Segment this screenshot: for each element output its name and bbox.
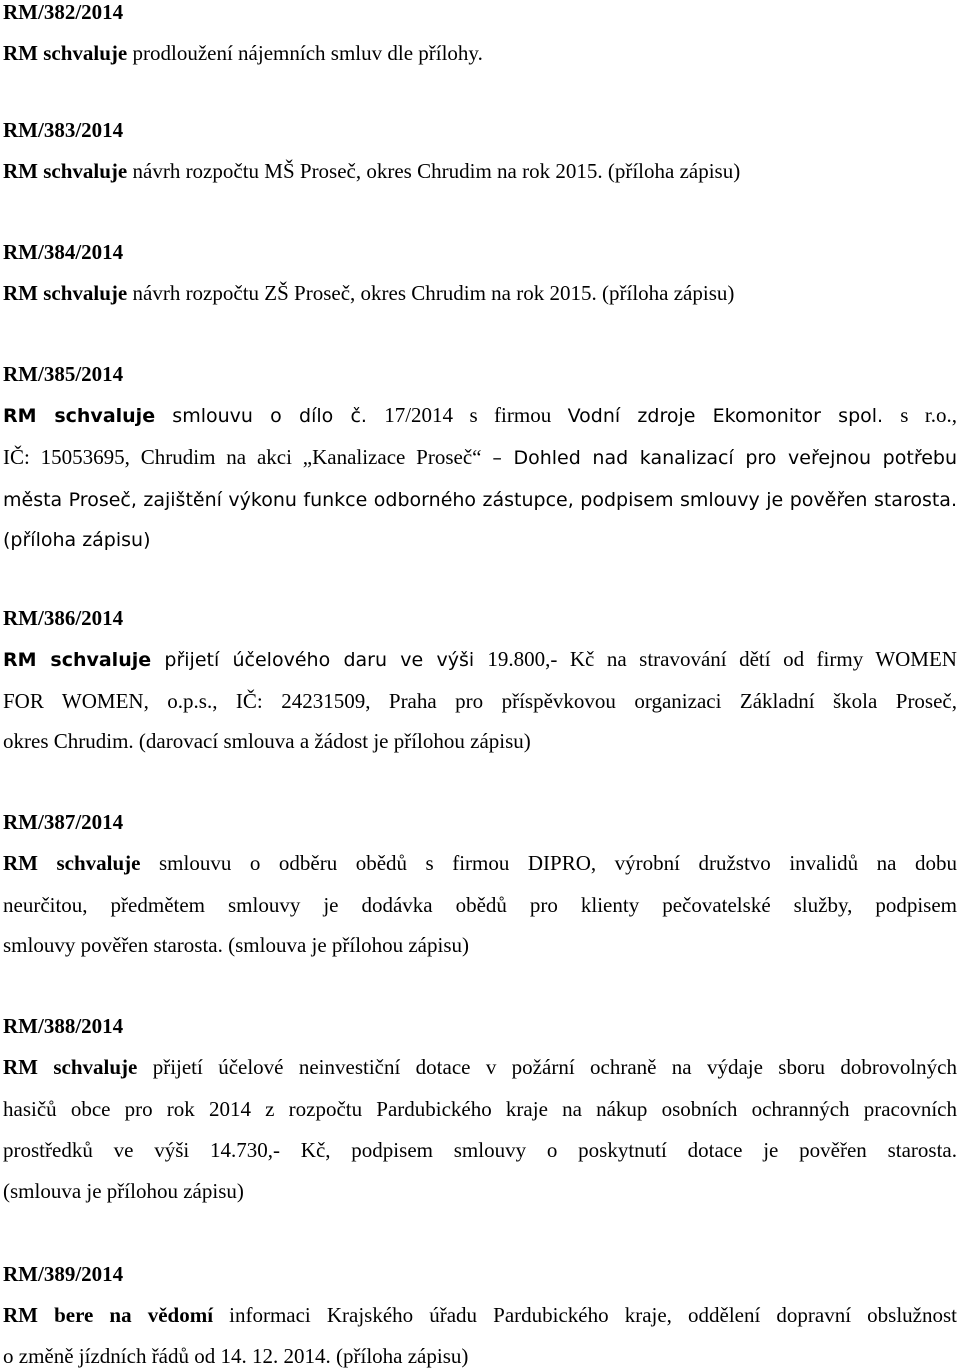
resolution-text-line xyxy=(3,646,957,672)
resolution-id: RM/389/2014 xyxy=(3,1262,124,1286)
resolution-id: RM/383/2014 xyxy=(3,118,124,142)
resolution-text: 17/2014 s firmou xyxy=(384,403,568,427)
resolution-text-line xyxy=(3,1302,957,1328)
resolution-text: neurčitou, předmětem smlouvy je dodávka obědů pro klienty pečovatelské služby, podpisem xyxy=(3,893,957,917)
resolution-text-line xyxy=(3,280,957,306)
resolution-text-line xyxy=(3,402,957,428)
resolution-text-line xyxy=(3,728,957,754)
resolution-text: návrh rozpočtu ZŠ Proseč, okres Chrudim na rok 2015. (příloha zápisu) xyxy=(127,281,735,305)
resolution-text-line xyxy=(3,444,957,470)
resolution-text: (smlouva je přílohou zápisu) xyxy=(3,1179,244,1203)
resolution-verb: RM bere na vědomí xyxy=(3,1303,214,1327)
resolution-verb: RM schvaluje xyxy=(3,281,128,305)
resolution-text-line xyxy=(3,932,957,958)
resolution-verb: RM schvaluje xyxy=(3,405,156,427)
resolution-text: FOR WOMEN, o.p.s., IČ: 24231509, Praha pro příspěvkovou organizaci Základní škola Proseč, xyxy=(3,689,957,713)
resolution-text-line xyxy=(3,40,957,66)
resolution-text: prodloužení nájemních smluv dle přílohy. xyxy=(127,41,483,65)
resolution-id: RM/387/2014 xyxy=(3,810,124,834)
resolution-verb: RM schvaluje xyxy=(3,41,128,65)
resolution-text: přijetí účelové neinvestiční dotace v požární ochraně na výdaje sboru dobrovolných xyxy=(137,1055,957,1079)
resolution-text: s r.o., xyxy=(900,403,957,427)
resolution-text: návrh rozpočtu MŠ Proseč, okres Chrudim na rok 2015. (příloha zápisu) xyxy=(127,159,741,183)
resolution-text-line xyxy=(3,1343,957,1369)
resolution-id: RM/384/2014 xyxy=(3,240,124,264)
resolution-id: RM/385/2014 xyxy=(3,362,124,386)
resolution-text-line xyxy=(3,1096,957,1122)
resolution-text: o změně jízdních řádů od 14. 12. 2014. (příloha zápisu) xyxy=(3,1344,469,1368)
resolution-text: města Proseč, zajištění výkonu funkce odborného zástupce, podpisem smlouvy je pověřen starosta. xyxy=(3,489,957,511)
resolution-verb: RM schvaluje xyxy=(3,851,141,875)
resolution-text-line xyxy=(3,526,957,552)
resolution-text: hasičů obce pro rok 2014 z rozpočtu Pardubického kraje na nákup osobních ochranných pracovních xyxy=(3,1097,957,1121)
resolution-text: okres Chrudim. xyxy=(3,729,139,753)
resolution-text: smlouvu o odběru obědů s firmou DIPRO, výrobní družstvo invalidů na dobu xyxy=(140,851,957,875)
resolution-text: smlouvu o dílo č. xyxy=(155,405,385,427)
resolution-verb: RM schvaluje xyxy=(3,1055,138,1079)
resolution-text-line xyxy=(3,1137,957,1163)
resolution-text-line xyxy=(3,158,957,184)
resolution-id: RM/386/2014 xyxy=(3,606,124,630)
resolution-text-line xyxy=(3,850,957,876)
resolution-text: přijetí účelového daru ve výši xyxy=(151,649,488,671)
resolution-text: (příloha zápisu) xyxy=(3,529,151,551)
resolution-text: Vodní zdroje Ekomonitor spol. xyxy=(567,405,901,427)
resolution-text-line xyxy=(3,1178,957,1204)
resolution-text: prostředků ve výši 14.730,- Kč, podpisem smlouvy o poskytnutí dotace je pověřen starosta. xyxy=(3,1138,957,1162)
resolution-text: smlouvy pověřen starosta. (smlouva je přílohou zápisu) xyxy=(3,933,469,957)
resolution-id: RM/382/2014 xyxy=(3,0,124,24)
resolution-text: (darovací smlouva a žádost je přílohou zápisu) xyxy=(138,729,531,753)
resolution-verb: RM schvaluje xyxy=(3,649,152,671)
resolution-text-line xyxy=(3,892,957,918)
resolution-text: IČ: 15053695, Chrudim na akci „Kanalizace Proseč“ xyxy=(3,445,493,469)
resolution-text: informaci Krajského úřadu Pardubického kraje, oddělení dopravní obslužnost xyxy=(213,1303,957,1327)
resolution-text: 19.800,- Kč na stravování dětí od firmy WOMEN xyxy=(487,647,957,671)
resolution-text-line xyxy=(3,1054,957,1080)
resolution-text-line xyxy=(3,688,957,714)
resolution-text: – Dohled nad kanalizací pro veřejnou potřebu xyxy=(492,447,957,469)
resolution-text-line xyxy=(3,486,957,512)
resolution-verb: RM schvaluje xyxy=(3,159,128,183)
resolution-id: RM/388/2014 xyxy=(3,1014,124,1038)
